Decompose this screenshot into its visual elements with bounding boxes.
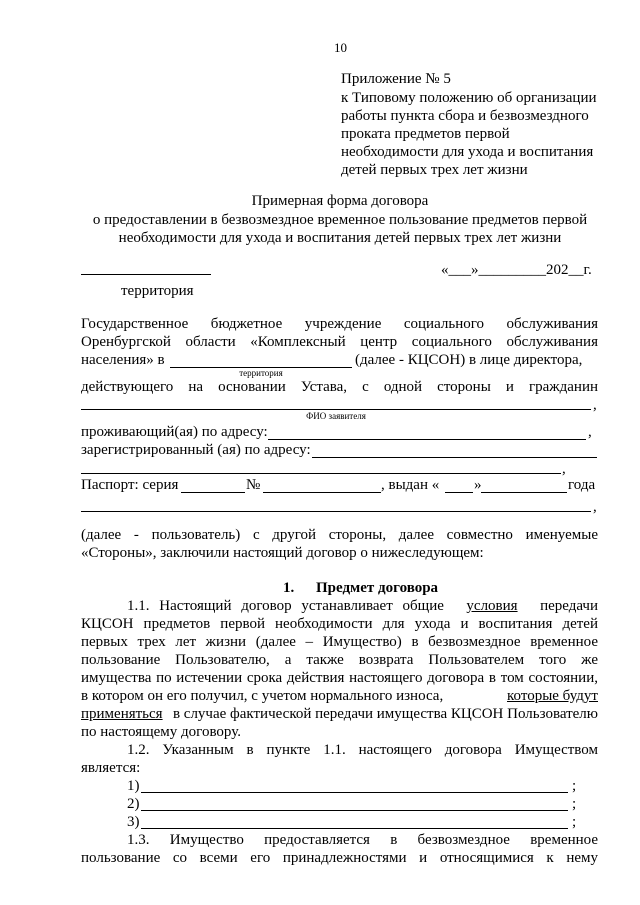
territory-blank[interactable] — [81, 274, 211, 275]
territory-caption: территория — [239, 368, 283, 378]
clause-1-1-line: по настоящему договору. — [81, 724, 241, 740]
annex-line: детей первых трех лет жизни — [341, 162, 528, 178]
annex-line: Приложение № 5 — [341, 71, 451, 87]
fio-caption: ФИО заявителя — [306, 411, 366, 421]
clause-1-1-line: имущества по истечении срока действия настоящего договора в том состоянии, — [81, 670, 598, 686]
residing-label: проживающий(ая) по адресу: — [81, 424, 268, 440]
clause-1-1-line: КЦСОН предметов первой необходимости для ухода и воспитания детей — [81, 616, 598, 632]
clause-1-1-line: пользование Пользователю, а также возврата Пользователем того же — [81, 652, 598, 668]
passport-year-label: года — [568, 477, 596, 493]
parties-line: населения» в — [81, 352, 165, 368]
list-item-number: 2) — [127, 796, 140, 812]
passport-date-field[interactable] — [481, 492, 567, 493]
residing-address-field[interactable] — [268, 439, 586, 440]
title-line: о предоставлении в безвозмездное временное пользование предметов первой — [92, 212, 588, 228]
annex-line: проката предметов первой — [341, 126, 510, 142]
clause-text: в случае фактической передачи имущества КЦСОН Пользователю — [172, 706, 598, 722]
clause-text: 1.1. Настоящий договор устанавливает общие — [127, 598, 444, 614]
passport-number-label: № — [246, 477, 261, 493]
item-field[interactable] — [141, 792, 568, 793]
parties-line: Государственное бюджетное учреждение социального обслуживания — [81, 316, 598, 332]
item-field[interactable] — [141, 810, 568, 811]
clause-1-3-line: 1.3. Имущество предоставляется в безвозмездное временное — [127, 832, 598, 848]
clause-text: в котором он его получил, с учетом нормального износа, — [81, 688, 444, 704]
comma: , — [593, 499, 597, 515]
passport-day-field[interactable] — [445, 492, 473, 493]
title-line: Примерная форма договора — [251, 193, 429, 209]
underlined-text: применяться — [81, 706, 163, 722]
section-number: 1. — [283, 580, 295, 596]
annex-line: необходимости для ухода и воспитания — [341, 144, 594, 160]
passport-quote: » — [474, 477, 482, 493]
applicant-name-field[interactable] — [81, 409, 591, 410]
clause-1-1-line — [127, 597, 598, 615]
clause-1-1-line: первых трех лет жизни (далее – Имущество) в безвозмездное временное — [81, 634, 598, 650]
underlined-text: которые будут — [507, 688, 598, 704]
item-end: ; — [572, 796, 577, 812]
clause-1-3-line: пользование со всеми его принадлежностями и относящимися к нему — [81, 850, 598, 866]
passport-series-field[interactable] — [181, 492, 245, 493]
clause-1-2-line: является: — [81, 760, 141, 776]
item-field[interactable] — [141, 828, 568, 829]
clause-1-2-line: 1.2. Указанным в пункте 1.1. настоящего договора Имуществом — [127, 742, 598, 758]
passport-number-field[interactable] — [263, 492, 381, 493]
passport-issuer-field[interactable] — [81, 511, 591, 512]
title-line: необходимости для ухода и воспитания детей первых трех лет жизни — [118, 230, 562, 246]
comma: , — [562, 461, 566, 477]
list-item-number: 1) — [127, 778, 140, 794]
contract-date: «___»_________202__г. — [441, 262, 592, 278]
clause-1-1-line — [81, 687, 598, 705]
underlined-text: условия — [466, 598, 518, 614]
page-number: 10 — [334, 40, 347, 55]
parties-tail-line: «Стороны», заключили настоящий договор о нижеследующем: — [81, 545, 484, 561]
comma: , — [588, 424, 592, 440]
item-end: ; — [572, 814, 577, 830]
parties-line: (далее - КЦСОН) в лице директора, — [355, 352, 583, 368]
territory-caption: территория — [121, 283, 194, 299]
registered-address-field-2[interactable] — [81, 473, 561, 474]
clause-text: передачи — [540, 598, 598, 614]
registered-address-field[interactable] — [312, 457, 597, 458]
parties-line: Оренбургской области «Комплексный центр социального обслуживания — [81, 334, 598, 350]
section-heading: Предмет договора — [316, 580, 439, 596]
item-end: ; — [572, 778, 577, 794]
annex-line: к Типовому положению об организации — [341, 90, 597, 106]
passport-issued-label: , выдан « — [381, 477, 440, 493]
parties-line: действующего на основании Устава, с одной стороны и гражданин — [81, 379, 598, 395]
registered-label: зарегистрированный (ая) по адресу: — [81, 442, 311, 458]
annex-line: работы пункта сбора и безвозмездного — [341, 108, 589, 124]
passport-label: Паспорт: серия — [81, 477, 179, 493]
list-item-number: 3) — [127, 814, 140, 830]
clause-1-1-line — [81, 705, 598, 723]
parties-tail-line: (далее - пользователь) с другой стороны, далее совместно именуемые — [81, 527, 598, 543]
comma: , — [593, 397, 597, 413]
